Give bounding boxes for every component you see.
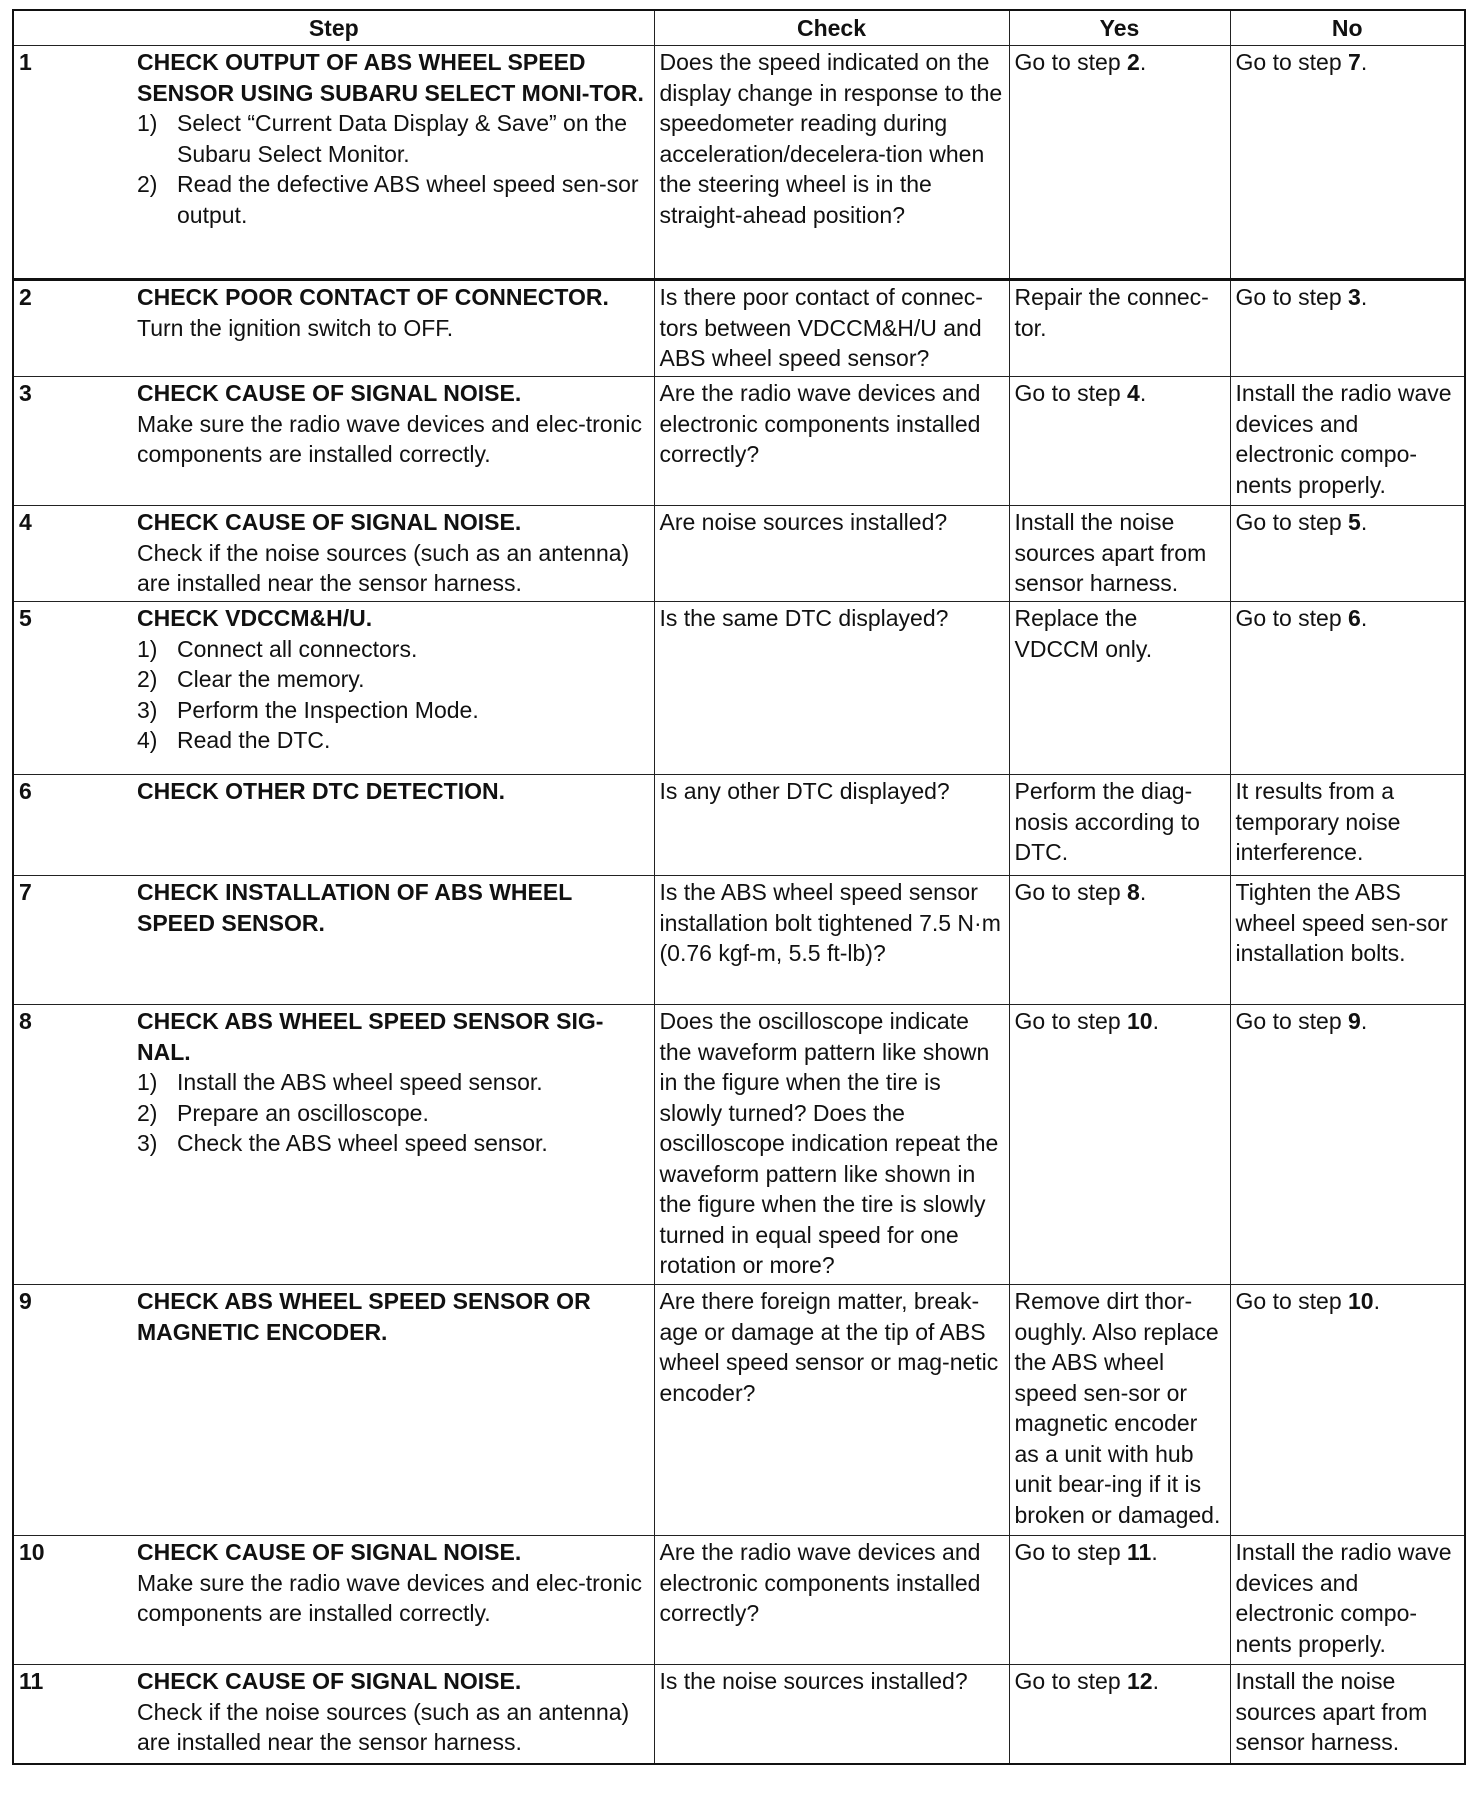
step-instruction — [137, 1128, 649, 1159]
step-cell — [13, 1536, 654, 1665]
yes-suffix: . — [1139, 879, 1147, 905]
step-title: CHECK CAUSE OF SIGNAL NOISE. — [137, 380, 522, 406]
no-cell — [1230, 876, 1465, 1005]
no-cell — [1230, 775, 1465, 876]
yes-text: Remove dirt thor-oughly. Also replace the ABS wheel speed sen-sor or magnetic encoder as a unit with hub unit bear-ing if it is broken or damaged. — [1014, 1288, 1221, 1528]
yes-text: Go to step — [1014, 380, 1128, 406]
yes-text: Go to step — [1014, 879, 1128, 905]
step-number: 6 — [19, 778, 32, 804]
step-title: CHECK CAUSE OF SIGNAL NOISE. — [137, 1539, 522, 1565]
yes-cell — [1009, 876, 1230, 1005]
step-number: 8 — [19, 1008, 32, 1034]
no-step-ref: 9 — [1348, 1008, 1361, 1034]
check-cell: Does the speed indicated on the display change in response to the speedometer reading during acceleration/decelera-tion when the steering wheel is in the straight-ahead position? — [654, 46, 1009, 280]
step-title: CHECK OUTPUT OF ABS WHEEL SPEED SENSOR USING SUBARU SELECT MONI-TOR. — [137, 49, 644, 106]
no-text: Go to step — [1235, 1288, 1349, 1314]
instruction-number: 2) — [137, 1099, 158, 1126]
step-cell — [13, 280, 654, 377]
instruction-text: Read the defective ABS wheel speed sen-sor output. — [177, 171, 639, 228]
instruction-number: 3) — [137, 1130, 158, 1156]
no-text: It results from a temporary noise interference. — [1235, 778, 1401, 865]
yes-cell — [1009, 377, 1230, 506]
table-row — [13, 46, 1465, 280]
instruction-number: 3) — [137, 696, 158, 723]
step-title: CHECK POOR CONTACT OF CONNECTOR. — [137, 284, 609, 310]
yes-text: Go to step — [1014, 49, 1128, 75]
yes-step-ref: 11 — [1127, 1539, 1152, 1565]
yes-text: Perform the diag-nosis according to DTC. — [1014, 778, 1200, 865]
step-cell — [13, 775, 654, 876]
no-step-ref: 6 — [1348, 605, 1361, 631]
no-text: Install the radio wave devices and electronic compo-nents properly. — [1235, 1539, 1452, 1657]
yes-text: Go to step — [1014, 1539, 1128, 1565]
no-text: Install the radio wave devices and electronic compo-nents properly. — [1235, 380, 1452, 498]
step-title: CHECK INSTALLATION OF ABS WHEEL SPEED SENSOR. — [137, 879, 572, 936]
table-header-row — [13, 10, 1465, 46]
no-text: Install the noise sources apart from sensor harness. — [1235, 1668, 1428, 1755]
step-instruction — [137, 725, 649, 756]
step-description: Check if the noise sources (such as an antenna) are installed near the sensor harness. — [137, 539, 630, 596]
step-description: Make sure the radio wave devices and elec-tronic components are installed correctly. — [137, 410, 642, 467]
table-body — [13, 46, 1465, 1764]
check-cell: Is the ABS wheel speed sensor installation bolt tightened 7.5 N·m (0.76 kgf-m, 5.5 ft-lb)? — [654, 876, 1009, 1005]
instruction-number: 4) — [137, 727, 158, 753]
yes-suffix: . — [1139, 380, 1147, 406]
yes-suffix: . — [1139, 49, 1147, 75]
no-cell — [1230, 280, 1465, 377]
table-row — [13, 775, 1465, 876]
no-cell — [1230, 46, 1465, 280]
instruction-text: Install the ABS wheel speed sensor. — [177, 1069, 543, 1095]
check-cell: Are the radio wave devices and electronic components installed correctly? — [654, 377, 1009, 506]
header-check: Check — [654, 10, 1009, 46]
yes-cell — [1009, 506, 1230, 602]
yes-step-ref: 2 — [1127, 49, 1140, 75]
yes-text: Repair the connec-tor. — [1014, 284, 1209, 341]
step-cell — [13, 377, 654, 506]
no-step-ref: 3 — [1348, 284, 1361, 310]
no-text: Go to step — [1235, 284, 1349, 310]
step-cell — [13, 506, 654, 602]
yes-text: Go to step — [1014, 1008, 1128, 1034]
instruction-text: Select “Current Data Display & Save” on the Subaru Select Monitor. — [177, 110, 627, 167]
no-suffix: . — [1373, 1288, 1380, 1314]
step-title: CHECK VDCCM&H/U. — [137, 605, 373, 631]
yes-suffix: . — [1152, 1668, 1159, 1694]
instruction-text: Clear the memory. — [177, 666, 365, 692]
no-text: Go to step — [1235, 605, 1349, 631]
no-text: Go to step — [1235, 49, 1349, 75]
no-step-ref: 10 — [1348, 1288, 1374, 1314]
no-cell — [1230, 1665, 1465, 1764]
check-cell: Is there poor contact of connec-tors between VDCCM&H/U and ABS wheel speed sensor? — [654, 280, 1009, 377]
table-row — [13, 280, 1465, 377]
instruction-text: Connect all connectors. — [177, 635, 418, 662]
yes-cell — [1009, 280, 1230, 377]
instruction-text: Read the DTC. — [177, 727, 331, 753]
no-cell — [1230, 602, 1465, 775]
instruction-number: 1) — [137, 110, 158, 136]
step-description: Make sure the radio wave devices and elec-tronic components are installed correctly. — [137, 1569, 642, 1626]
step-number: 3 — [19, 380, 32, 406]
table-row — [13, 1665, 1465, 1764]
instruction-number: 2) — [137, 171, 158, 197]
yes-step-ref: 12 — [1127, 1668, 1153, 1694]
instruction-number: 1) — [137, 635, 158, 662]
step-title: CHECK ABS WHEEL SPEED SENSOR OR MAGNETIC ENCODER. — [137, 1288, 591, 1345]
instruction-text: Prepare an oscilloscope. — [177, 1099, 429, 1126]
yes-text: Go to step — [1014, 1668, 1128, 1694]
no-text: Tighten the ABS wheel speed sen-sor installation bolts. — [1235, 879, 1448, 966]
yes-cell — [1009, 1285, 1230, 1536]
yes-cell — [1009, 1536, 1230, 1665]
table-row — [13, 876, 1465, 1005]
check-cell: Are noise sources installed? — [654, 506, 1009, 602]
header-yes: Yes — [1009, 10, 1230, 46]
check-cell: Is any other DTC displayed? — [654, 775, 1009, 876]
yes-step-ref: 10 — [1127, 1008, 1153, 1034]
step-cell — [13, 46, 654, 280]
no-text: Go to step — [1235, 509, 1349, 535]
step-instruction — [137, 634, 649, 665]
no-cell — [1230, 1005, 1465, 1285]
yes-cell — [1009, 1005, 1230, 1285]
step-description: Check if the noise sources (such as an antenna) are installed near the sensor harness. — [137, 1698, 630, 1755]
step-number: 2 — [19, 284, 32, 310]
no-suffix: . — [1360, 1008, 1368, 1034]
step-instruction — [137, 1067, 649, 1098]
yes-cell — [1009, 602, 1230, 775]
step-number: 1 — [19, 49, 32, 75]
no-suffix: . — [1360, 509, 1368, 535]
yes-text: Replace the VDCCM only. — [1014, 605, 1153, 662]
no-cell — [1230, 506, 1465, 602]
step-cell — [13, 1005, 654, 1285]
check-cell: Is the same DTC displayed? — [654, 602, 1009, 775]
instruction-number: 1) — [137, 1069, 158, 1095]
check-cell: Does the oscilloscope indicate the waveform pattern like shown in the figure when the tire is slowly turned? Does the oscilloscope indication repeat the waveform pattern like shown in the figure when the tire is slowly turned in equal speed for one rotation or more? — [654, 1005, 1009, 1285]
no-suffix: . — [1360, 605, 1368, 631]
step-number: 10 — [19, 1539, 45, 1565]
yes-suffix: . — [1151, 1539, 1158, 1565]
step-title: CHECK CAUSE OF SIGNAL NOISE. — [137, 509, 522, 535]
check-cell: Is the noise sources installed? — [654, 1665, 1009, 1764]
yes-cell — [1009, 1665, 1230, 1764]
table-row — [13, 1536, 1465, 1665]
check-cell: Are there foreign matter, break-age or damage at the tip of ABS wheel speed sensor or mag-netic encoder? — [654, 1285, 1009, 1536]
step-number: 11 — [19, 1668, 44, 1694]
no-step-ref: 5 — [1348, 509, 1361, 535]
diagnostic-table — [12, 9, 1466, 1765]
step-instruction — [137, 695, 649, 726]
yes-step-ref: 8 — [1127, 879, 1140, 905]
yes-text: Install the noise sources apart from sensor harness. — [1014, 509, 1207, 596]
instruction-text: Check the ABS wheel speed sensor. — [177, 1130, 548, 1156]
table-row — [13, 1285, 1465, 1536]
no-step-ref: 7 — [1348, 49, 1361, 75]
header-no: No — [1230, 10, 1465, 46]
check-cell: Are the radio wave devices and electronic components installed correctly? — [654, 1536, 1009, 1665]
no-text: Go to step — [1235, 1008, 1349, 1034]
step-instruction — [137, 169, 649, 230]
table-row — [13, 377, 1465, 506]
yes-suffix: . — [1152, 1008, 1159, 1034]
step-instruction — [137, 664, 649, 695]
table-row — [13, 602, 1465, 775]
step-instruction — [137, 108, 649, 169]
yes-cell — [1009, 775, 1230, 876]
step-instruction — [137, 1098, 649, 1129]
table-row — [13, 506, 1465, 602]
table-row — [13, 1005, 1465, 1285]
no-suffix: . — [1360, 49, 1368, 75]
step-number: 5 — [19, 605, 32, 631]
step-cell — [13, 876, 654, 1005]
step-number: 4 — [19, 509, 32, 535]
no-cell — [1230, 1536, 1465, 1665]
yes-cell — [1009, 46, 1230, 280]
step-number: 7 — [19, 879, 32, 905]
instruction-number: 2) — [137, 666, 158, 692]
step-title: CHECK ABS WHEEL SPEED SENSOR SIG-NAL. — [137, 1008, 604, 1065]
step-title: CHECK OTHER DTC DETECTION. — [137, 778, 505, 804]
no-suffix: . — [1360, 284, 1368, 310]
step-cell — [13, 1285, 654, 1536]
step-cell — [13, 1665, 654, 1764]
header-step: Step — [13, 10, 654, 46]
no-cell — [1230, 1285, 1465, 1536]
no-cell — [1230, 377, 1465, 506]
step-number: 9 — [19, 1288, 32, 1314]
step-description: Turn the ignition switch to OFF. — [137, 314, 454, 341]
yes-step-ref: 4 — [1127, 380, 1140, 406]
instruction-text: Perform the Inspection Mode. — [177, 696, 479, 723]
step-title: CHECK CAUSE OF SIGNAL NOISE. — [137, 1668, 522, 1694]
step-cell — [13, 602, 654, 775]
